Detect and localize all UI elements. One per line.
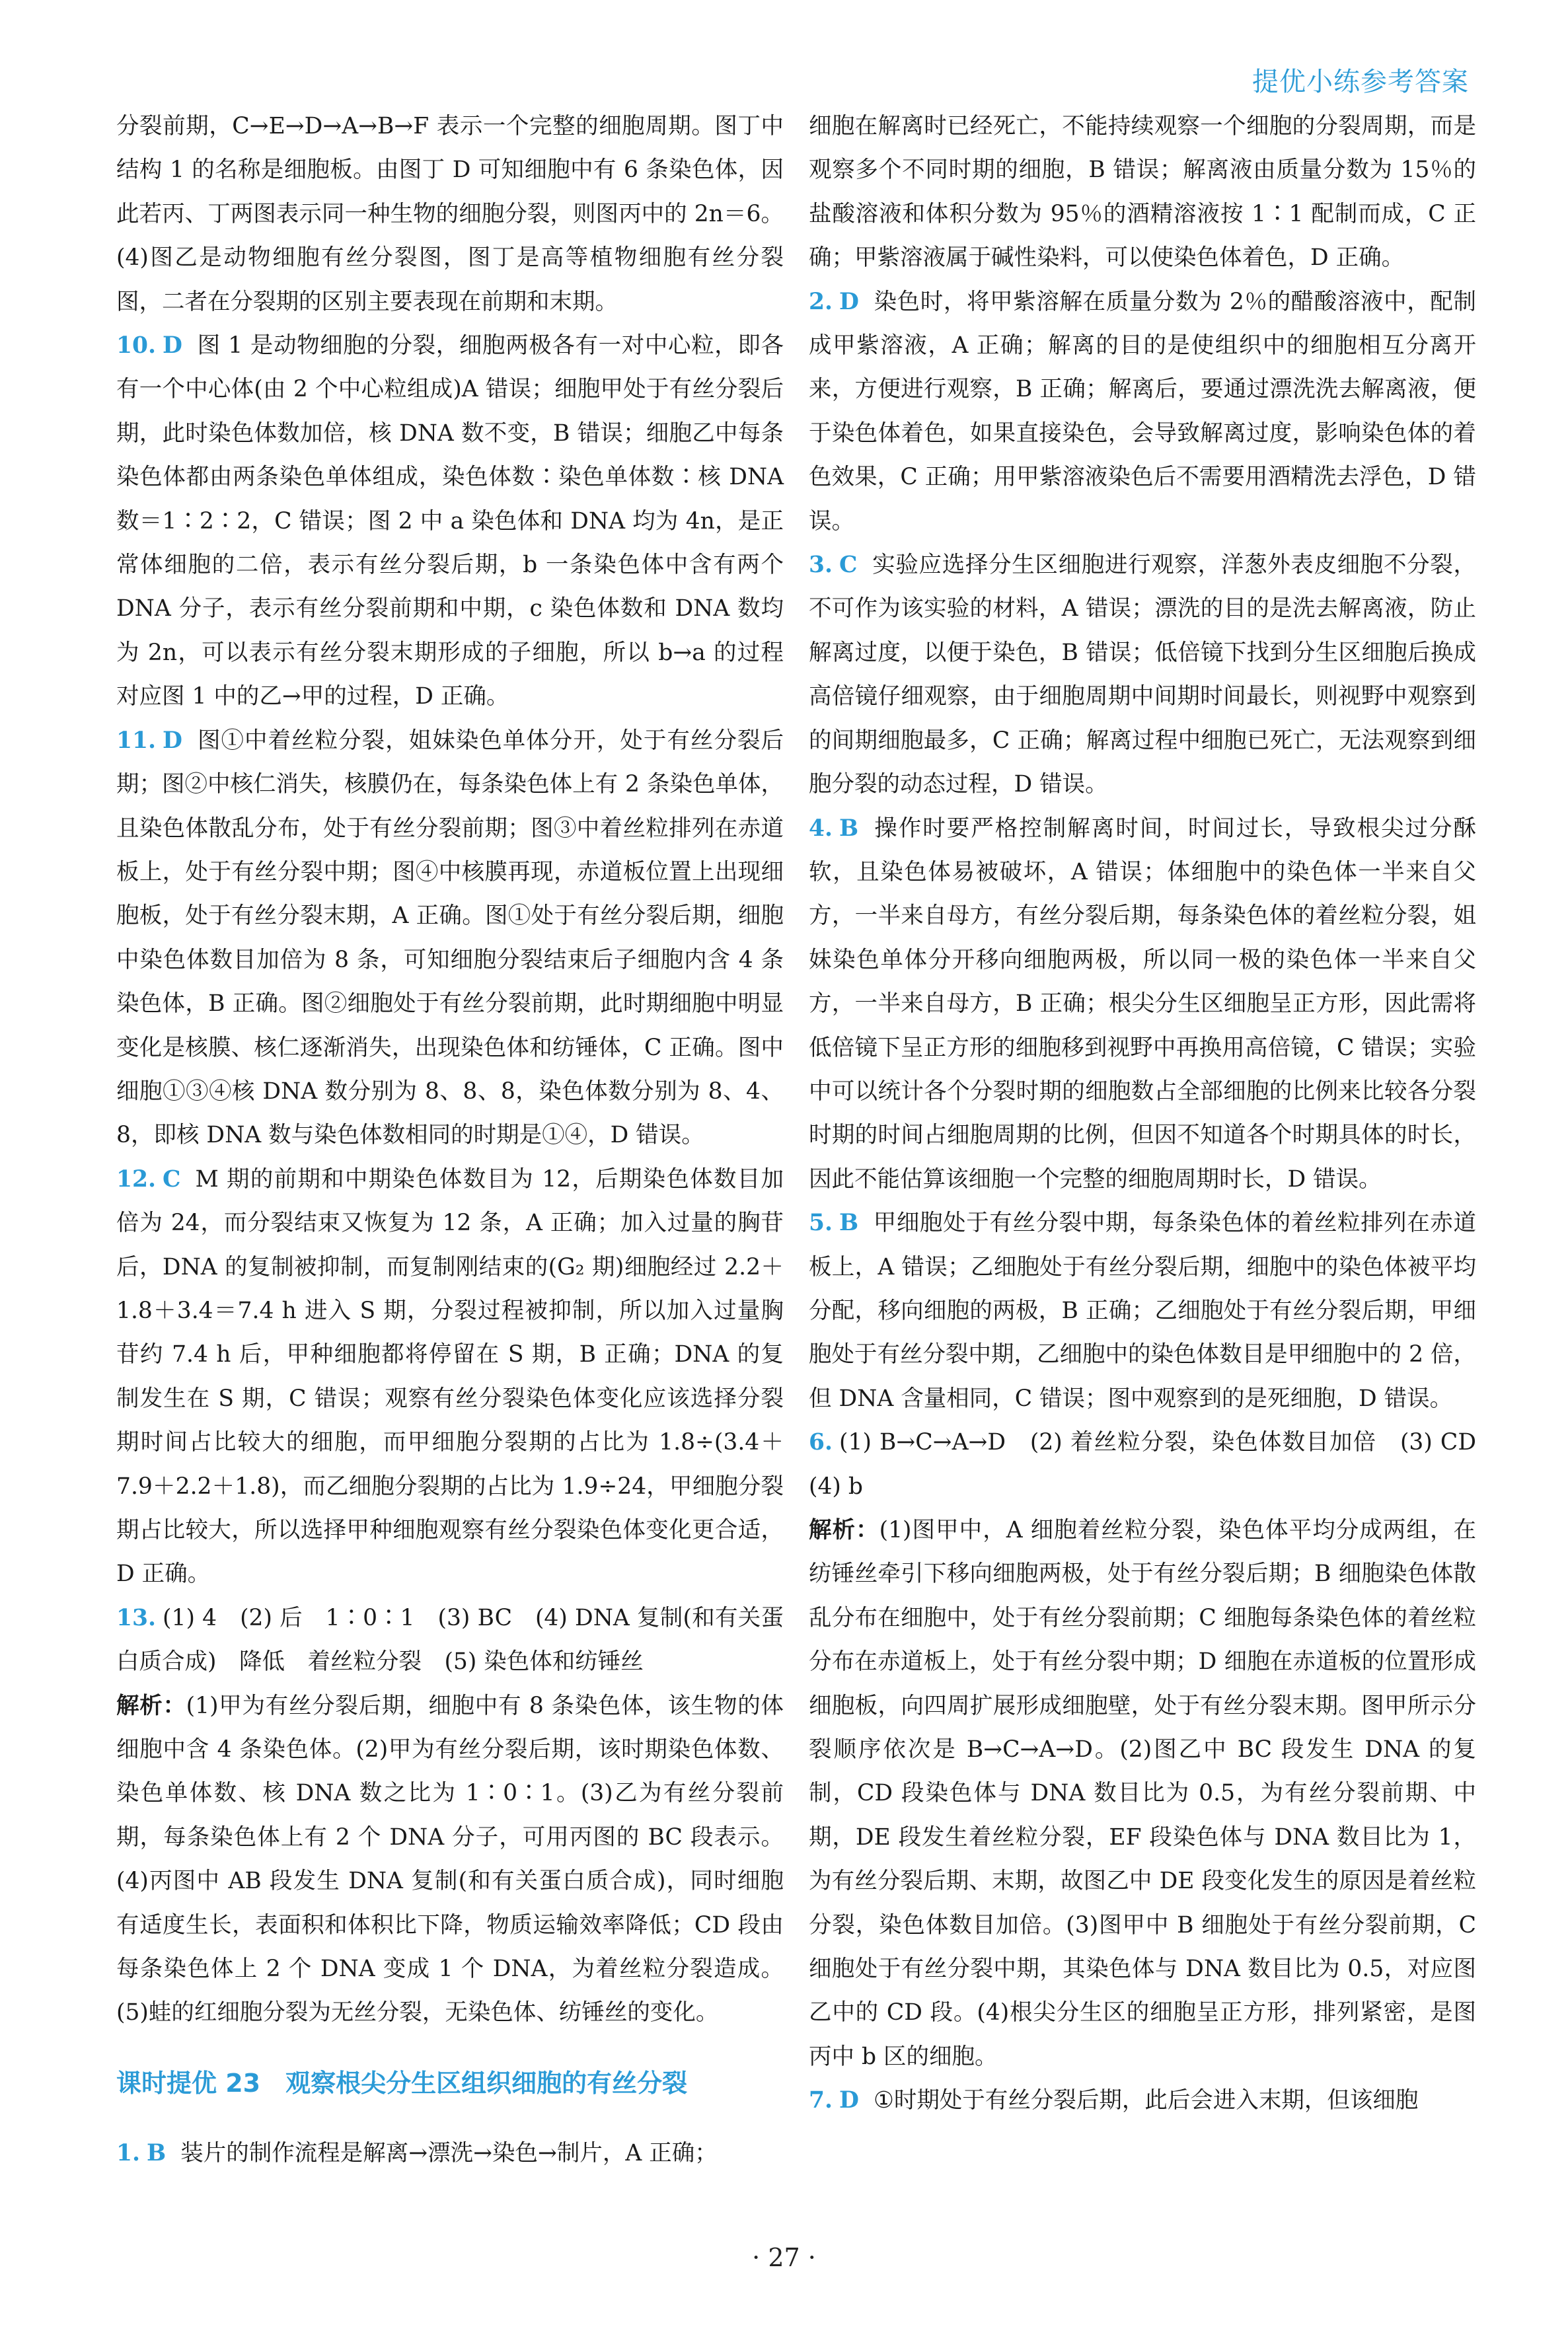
question-number: 7. <box>809 2087 833 2114</box>
answer-text: (1) B→C→A→D (2) 着丝粒分裂，染色体数目加倍 (3) CD (4) b <box>809 1429 1499 1500</box>
answer-item-1 <box>116 2131 784 2175</box>
question-number: 1. <box>116 2139 141 2166</box>
answer-choice: C <box>839 552 858 579</box>
answer-choice: D <box>163 332 182 359</box>
answer-text: (1) 4 (2) 后 1∶0∶1 (3) BC (4) DNA 复制(和有关蛋白质合成) 降低 着丝粒分裂 (5) 染色体和纺锤丝 <box>116 1604 784 1676</box>
answer-item-6 <box>809 1421 1499 1508</box>
question-number: 4. <box>809 815 833 842</box>
question-number: 2. <box>809 288 833 315</box>
answer-text: 操作时要严格控制解离时间，时间过长，导致根尖过分酥软，且染色体易被破坏，A 错误；体细胞中的染色体一半来自父方，一半来自母方，有丝分裂后期，每条染色体的着丝粒分裂，姐妹染色单体分开移向细胞两极，所以同一极的染色体一半来自父方，一半来自母方，B 正确；根尖分生区细胞呈正方形，因此需将低倍镜下呈正方形的细胞移到视野中再换用高倍镜，C 错误；实验中可以统计各个分裂时期的细胞数占全部细胞的比例来比较各分裂时期的时间占细胞周期的比例，但因不知道各个时期具体的时长，因此不能估算该细胞一个完整的细胞周期时长，D 错误。 <box>809 815 1476 1193</box>
answer-text: 装片的制作流程是解离→漂洗→染色→制片，A 正确； <box>180 2139 718 2166</box>
answer-text: 甲细胞处于有丝分裂中期，每条染色体的着丝粒排列在赤道板上，A 错误；乙细胞处于有丝分裂后期，细胞中的染色体被平均分配，移向细胞的两极，B 正确；乙细胞处于有丝分裂后期，甲细胞处于有丝分裂中期，乙细胞中的染色体数目是甲细胞中的 2 倍，但 DNA 含量相同，C 错误；图中观察到的是死细胞，D 错误。 <box>809 1210 1476 1412</box>
left-column <box>116 104 784 2175</box>
answer-item-5 <box>809 1201 1476 1421</box>
right-column <box>809 104 1499 2123</box>
answer-item <box>809 104 1476 280</box>
answer-text: M 期的前期和中期染色体数目为 12，后期染色体数目加倍为 24，而分裂结束又恢复为 12 条，A 正确；加入过量的胸苷后，DNA 的复制被抑制，而复制刚结束的(G₂ 期)细胞经过 2.2＋1.8＋3.4＝7.4 h 进入 S 期，分裂过程被抑制，所以加入过量胸苷约 7.4 h 后，甲种细胞都将停留在 S 期，B 正确；DNA 的复制发生在 S 期，C 错误；观察有丝分裂染色体变化应该选择分裂期时间占比较大的细胞，而甲细胞分裂期的占比为 1.8÷(3.4＋7.9＋2.2＋1.8)，而乙细胞分裂期的占比为 1.9÷24，甲细胞分裂期占比较大，所以选择甲种细胞观察有丝分裂染色体变化更合适，D 正确。 <box>116 1165 784 1588</box>
answer-choice: B <box>839 815 859 842</box>
header-title: 提优小练参考答案 <box>1252 67 1469 97</box>
answer-text: 细胞在解离时已经死亡，不能持续观察一个细胞的分裂周期，而是观察多个不同时期的细胞，B 错误；解离液由质量分数为 15％的盐酸溶液和体积分数为 95％的酒精溶液按 1∶1 配制而成，C 正确；甲紫溶液属于碱性染料，可以使染色体着色，D 正确。 <box>809 113 1476 272</box>
page-number: · 27 · <box>752 2243 816 2272</box>
answer-text: 分裂前期，C→E→D→A→B→F 表示一个完整的细胞周期。图丁中结构 1 的名称是细胞板。由图丁 D 可知细胞中有 6 条染色体，因此若丙、丁两图表示同一种生物的细胞分裂，则图丙中的 2n＝6。(4)图乙是动物细胞有丝分裂图，图丁是高等植物细胞有丝分裂图，二者在分裂期的区别主要表现在前期和末期。 <box>116 113 784 315</box>
analysis-6 <box>809 1508 1476 2079</box>
answer-item-7 <box>809 2079 1476 2122</box>
analysis-label: 解析： <box>809 1517 879 1543</box>
analysis-label: 解析： <box>116 1692 186 1719</box>
answer-choice: D <box>839 2087 859 2114</box>
answer-item-4 <box>809 807 1476 1202</box>
answer-item-11 <box>116 719 784 1158</box>
answer-item <box>116 104 784 324</box>
answer-choice: D <box>163 727 182 754</box>
answer-text: 染色时，将甲紫溶解在质量分数为 2％的醋酸溶液中，配制成甲紫溶液，A 正确；解离的目的是使组织中的细胞相互分离开来，方便进行观察，B 正确；解离后，要通过漂洗洗去解离液，便于染色体着色，如果直接染色，会导致解离过度，影响染色体的着色效果，C 正确；用甲紫溶液染色后不需要用酒精洗去浮色，D 错误。 <box>809 288 1476 535</box>
answer-choice: B <box>147 2139 167 2166</box>
answer-text: 图 1 是动物细胞的分裂，细胞两极各有一对中心粒，即各有一个中心体(由 2 个中心粒组成)A 错误；细胞甲处于有丝分裂后期，此时染色体数加倍，核 DNA 数不变，B 错误；细胞乙中每条染色体都由两条染色单体组成，染色体数∶染色单体数∶核 DNA 数＝1∶2∶2，C 错误；图 2 中 a 染色体和 DNA 均为 4n，是正常体细胞的二倍，表示有丝分裂后期，b 一条染色体中含有两个 DNA 分子，表示有丝分裂前期和中期，c 染色体数和 DNA 数均为 2n，可以表示有丝分裂末期形成的子细胞，所以 b→a 的过程对应图 1 中的乙→甲的过程，D 正确。 <box>116 332 784 710</box>
answer-choice: B <box>839 1210 859 1237</box>
question-number: 10. <box>116 332 157 359</box>
answer-choice: D <box>839 288 859 315</box>
answer-choice: C <box>163 1165 181 1193</box>
answer-item-3 <box>809 543 1476 806</box>
answer-item-13 <box>116 1596 784 1684</box>
analysis-text: (1)甲为有丝分裂后期，细胞中有 8 条染色体，该生物的体细胞中含 4 条染色体。(2)甲为有丝分裂后期，该时期染色体数、染色单体数、核 DNA 数之比为 1∶0∶1。(3)乙为有丝分裂前期，每条染色体上有 2 个 DNA 分子，可用丙图的 BC 段表示。(4)丙图中 AB 段发生 DNA 复制(和有关蛋白质合成)，同时细胞有适度生长，表面积和体积比下降，物质运输效率降低；CD 段由每条染色体上 2 个 DNA 变成 1 个 DNA，为着丝粒分裂造成。(5)蛙的红细胞分裂为无丝分裂，无染色体、纺锤丝的变化。 <box>116 1692 784 2026</box>
analysis-13 <box>116 1684 784 2035</box>
question-number: 12. <box>116 1165 157 1193</box>
answer-text: ①时期处于有丝分裂后期，此后会进入末期，但该细胞 <box>873 2087 1419 2114</box>
question-number: 5. <box>809 1210 833 1237</box>
answer-text: 实验应选择分生区细胞进行观察，洋葱外表皮细胞不分裂，不可作为该实验的材料，A 错误；漂洗的目的是洗去解离液，防止解离过度，以便于染色，B 错误；低倍镜下找到分生区细胞后换成高倍镜仔细观察，由于细胞周期中间期时间最长，则视野中观察到的间期细胞最多，C 正确；解离过程中细胞已死亡，无法观察到细胞分裂的动态过程，D 错误。 <box>809 552 1476 798</box>
answer-item-10 <box>116 324 784 719</box>
answer-text: 图①中着丝粒分裂，姐妹染色单体分开，处于有丝分裂后期；图②中核仁消失，核膜仍在，每条染色体上有 2 条染色单体，且染色体散乱分布，处于有丝分裂前期；图③中着丝粒排列在赤道板上，处于有丝分裂中期；图④中核膜再现，赤道板位置上出现细胞板，处于有丝分裂末期，A 正确。图①处于有丝分裂后期，细胞中染色体数目加倍为 8 条，可知细胞分裂结束后子细胞内含 4 条染色体，B 正确。图②细胞处于有丝分裂前期，此时期细胞中明显变化是核膜、核仁逐渐消失，出现染色体和纺锤体，C 正确。图中细胞①③④核 DNA 数分别为 8、8、8，染色体数分别为 8、4、8，即核 DNA 数与染色体数相同的时期是①④，D 错误。 <box>116 727 784 1149</box>
question-number: 11. <box>116 727 157 754</box>
answer-item-2 <box>809 280 1476 543</box>
question-number: 13. <box>116 1604 157 1631</box>
analysis-text: (1)图甲中，A 细胞着丝粒分裂，染色体平均分成两组，在纺锤丝牵引下移向细胞两极，处于有丝分裂后期；B 细胞染色体散乱分布在细胞中，处于有丝分裂前期；C 细胞每条染色体的着丝粒分布在赤道板上，处于有丝分裂中期；D 细胞在赤道板的位置形成细胞板，向四周扩展形成细胞壁，处于有丝分裂末期。图甲所示分裂顺序依次是 B→C→A→D。(2)图乙中 BC 段发生 DNA 的复制，CD 段染色体与 DNA 数目比为 0.5，为有丝分裂前期、中期，DE 段发生着丝粒分裂，EF 段染色体与 DNA 数目比为 1，为有丝分裂后期、末期，故图乙中 DE 段变化发生的原因是着丝粒分裂，染色体数目加倍。(3)图甲中 B 细胞处于有丝分裂前期，C 细胞处于有丝分裂中期，其染色体与 DNA 数目比为 0.5，对应图乙中的 CD 段。(4)根尖分生区的细胞呈正方形，排列紧密，是图丙中 b 区的细胞。 <box>809 1517 1476 2070</box>
question-number: 3. <box>809 552 833 579</box>
question-number: 6. <box>809 1429 833 1456</box>
section-title: 课时提优 23 观察根尖分生区组织细胞的有丝分裂 <box>116 2068 688 2098</box>
answer-item-12 <box>116 1158 784 1596</box>
